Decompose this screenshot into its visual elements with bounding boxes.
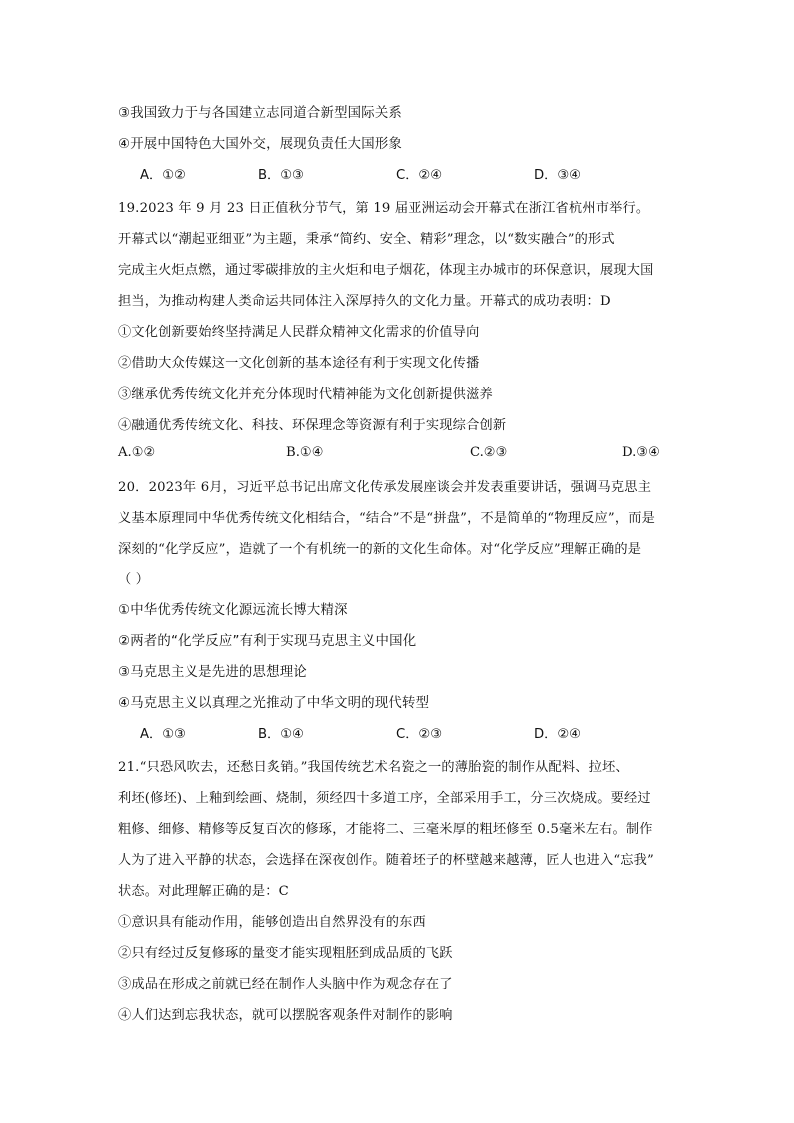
q19-stem-line-2: 开幕式以“潮起亚细亚”为主题，秉承“简约、安全、精彩”理念，以“数实融合”的形式: [118, 232, 615, 247]
q21-stem-line-5: 状态。对此理解正确的是：C: [118, 884, 289, 899]
q19-item-4: ④融通优秀传统文化、科技、环保理念等资源有利于实现综合创新: [118, 418, 507, 433]
q21-stem-line-2: 利坯(修坯)、上釉到绘画、烧制，须经四十多道工序，全部采用手工，分三次烧成。要经过: [118, 791, 651, 806]
q19-option-a: A.①②: [118, 445, 156, 460]
q18-options: [118, 164, 688, 184]
q20-answer-blank: （ ）: [118, 572, 150, 587]
q20-option-b: B．①④: [258, 727, 304, 742]
q21-item-2: ②只有经过反复修琢的量变才能实现粗胚到成品质的飞跃: [118, 946, 453, 961]
q18-option-d: D．③④: [534, 168, 581, 183]
q19-options: [118, 445, 688, 465]
q18-option-b: B．①③: [258, 168, 304, 183]
q20-stem-line-1: 20．2023年 6月，习近平总书记出席文化传承发展座谈会并发表重要讲话，强调马克思主: [118, 480, 652, 495]
q19-item-1: ①文化创新要始终坚持满足人民群众精神文化需求的价值导向: [118, 325, 480, 340]
q20-stem-line-3: 深刻的“化学反应”，造就了一个有机统一的新的文化生命体。对“化学反应”理解正确的是: [118, 542, 642, 557]
q19-stem-line-1: 19.2023 年 9 月 23 日正值秋分节气，第 19 届亚洲运动会开幕式在浙江省杭州市举行。: [118, 201, 650, 216]
q18-item-4: ④开展中国特色大国外交，展现负责任大国形象: [118, 137, 403, 152]
q20-option-d: D．②④: [534, 727, 581, 742]
q18-option-c: C．②④: [396, 168, 443, 183]
q19-item-3: ③继承优秀传统文化并充分体现时代精神能为文化创新提供滋养: [118, 387, 493, 402]
q19-stem-line-4: 担当，为推动构建人类命运共同体注入深厚持久的文化力量。开幕式的成功表明：D: [118, 294, 611, 309]
q21-stem-line-4: 人为了进入平静的状态，会选择在深夜创作。随着坯子的杯壁越来越薄，匠人也进入“忘我”: [118, 853, 654, 868]
q20-option-a: A．①③: [140, 727, 186, 742]
q19-option-c: C.②③: [470, 445, 508, 460]
q20-options: [118, 723, 688, 743]
q21-stem-line-3: 粗修、细修、精修等反复百次的修琢，才能将二、三毫米厚的粗坯修至 0.5毫米左右。制作: [118, 822, 653, 837]
q21-item-4: ④人们达到忘我状态，就可以摆脱客观条件对制作的影响: [118, 1008, 453, 1023]
q19-stem-line-3: 完成主火炬点燃，通过零碳排放的主火炬和电子烟花，体现主办城市的环保意识，展现大国: [118, 263, 654, 278]
q19-option-d: D.③④: [622, 445, 660, 460]
q20-item-1: ①中华优秀传统文化源远流长博大精深: [118, 603, 348, 618]
q18-item-3: ③我国致力于与各国建立志同道合新型国际关系: [118, 106, 403, 121]
q21-stem-line-1: 21.“只恐风吹去，还愁日炙销。”我国传统艺术名瓷之一的薄胎瓷的制作从配料、拉坯、: [118, 760, 629, 775]
q19-option-b: B.①④: [286, 445, 324, 460]
q20-item-3: ③马克思主义是先进的思想理论: [118, 665, 307, 680]
q20-stem-line-2: 义基本原理同中华优秀传统文化相结合，“结合”不是“拼盘”，不是简单的“物理反应”，而是: [118, 511, 655, 526]
q19-item-2: ②借助大众传媒这一文化创新的基本途径有利于实现文化传播: [118, 356, 480, 371]
q20-item-4: ④马克思主义以真理之光推动了中华文明的现代转型: [118, 696, 430, 711]
q21-item-3: ③成品在形成之前就已经在制作人头脑中作为观念存在了: [118, 977, 453, 992]
q20-item-2: ②两者的“化学反应”有利于实现马克思主义中国化: [118, 634, 417, 649]
q18-option-a: A．①②: [140, 168, 186, 183]
q20-option-c: C．②③: [396, 727, 443, 742]
q21-item-1: ①意识具有能动作用，能够创造出自然界没有的东西: [118, 915, 426, 930]
